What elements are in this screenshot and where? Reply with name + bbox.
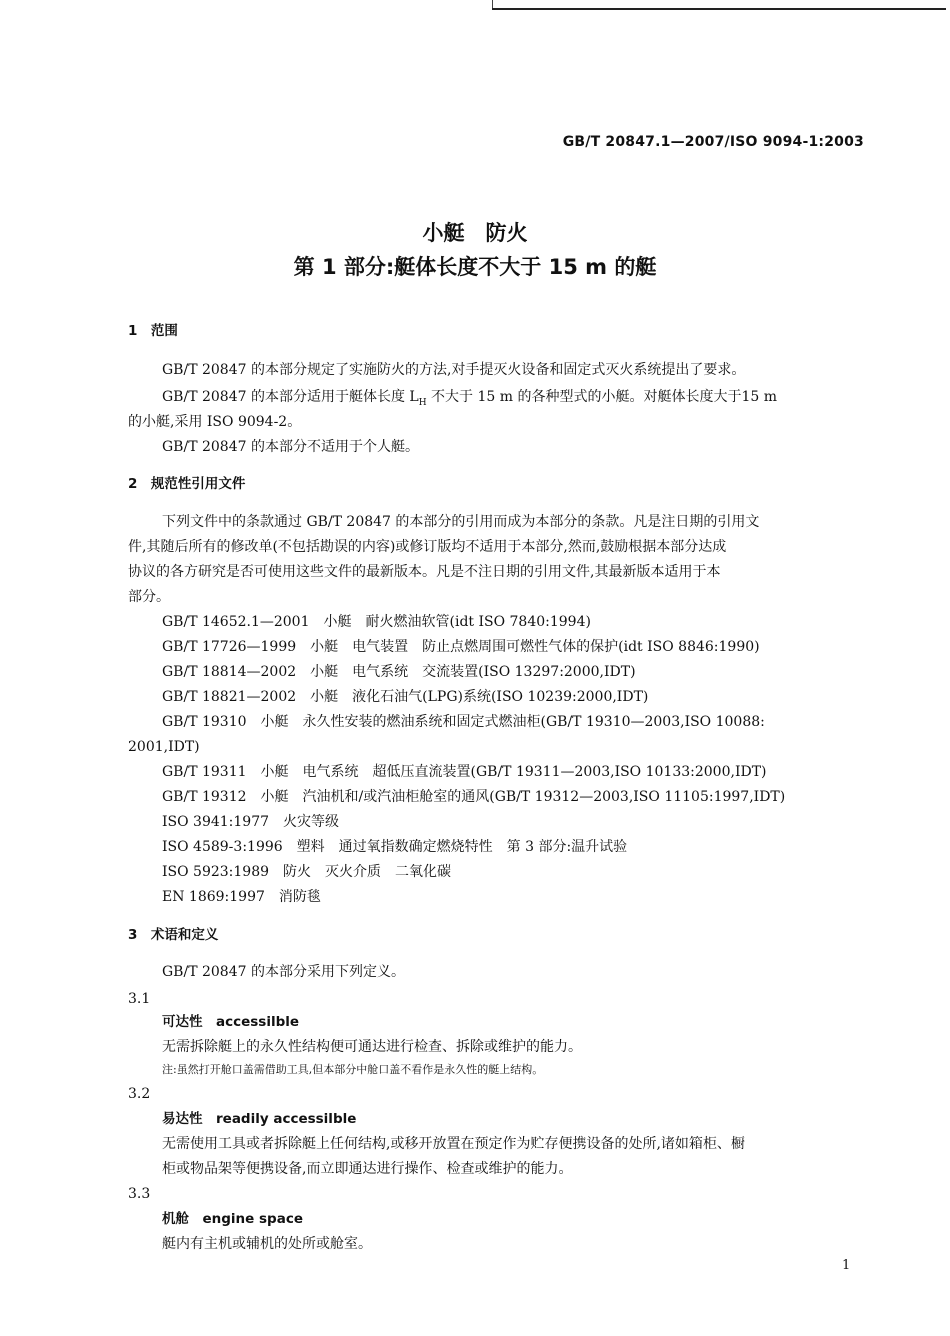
s1-para-1: GB/T 20847 的本部分规定了实施防火的方法,对手提灭火设备和固定式灭火系统提出了要求。 (162, 362, 746, 378)
term-3-2-number: 3.2 (128, 1086, 151, 1102)
ref-item: GB/T 18814—2002 小艇 电气系统 交流装置(ISO 13297:2000,IDT) (162, 664, 636, 680)
term-3-2-definition-cont: 柜或物品架等便携设备,而立即通达进行操作、检查或维护的能力。 (162, 1161, 573, 1177)
s1-para-2-sub: H (418, 397, 427, 408)
ref-item: ISO 3941:1977 火灾等级 (162, 814, 340, 830)
ref-item: GB/T 18821—2002 小艇 液化石油气(LPG)系统(ISO 10239:2000,IDT) (162, 689, 649, 705)
s1-para-2b: 不大于 15 m 的各种型式的小艇。对艇体长度大于15 m (426, 389, 778, 405)
ref-item: GB/T 19310 小艇 永久性安装的燃油系统和固定式燃油柜(GB/T 19310—2003,ISO 10088: (162, 714, 765, 730)
title-line-2: 第 1 部分:艇体长度不大于 15 m 的艇 (293, 255, 657, 279)
ref-item: GB/T 19312 小艇 汽油机和/或汽油柜舱室的通风(GB/T 19312—2003,ISO 11105:1997,IDT) (162, 789, 786, 805)
term-3-1-definition: 无需拆除艇上的永久性结构便可通达进行检查、拆除或维护的能力。 (162, 1039, 582, 1055)
s2-intro-4: 部分。 (128, 589, 170, 605)
top-rule (492, 8, 946, 10)
term-3-1-note: 注:虽然打开舱口盖需借助工具,但本部分中舱口盖不看作是永久性的艇上结构。 (162, 1063, 544, 1076)
s1-para-2 (162, 388, 777, 412)
section-2-heading: 2 规范性引用文件 (128, 476, 246, 492)
ref-item: GB/T 17726—1999 小艇 电气装置 防止点燃周围可燃性气体的保护(idt ISO 8846:1990) (162, 639, 760, 655)
ref-item: GB/T 14652.1—2001 小艇 耐火燃油软管(idt ISO 7840:1994) (162, 614, 591, 630)
ref-item: GB/T 19311 小艇 电气系统 超低压直流装置(GB/T 19311—2003,ISO 10133:2000,IDT) (162, 764, 767, 780)
title-line-1: 小艇 防火 (422, 221, 528, 245)
term-3-2-label: 易达性 readily accessilble (162, 1111, 357, 1127)
term-3-3-number: 3.3 (128, 1186, 151, 1202)
term-3-1-label: 可达性 accessilble (162, 1014, 300, 1030)
section-3-heading: 3 术语和定义 (128, 927, 219, 943)
ref-item: ISO 5923:1989 防火 灭火介质 二氧化碳 (162, 864, 452, 880)
term-3-1-number: 3.1 (128, 991, 151, 1007)
s2-intro-2: 件,其随后所有的修改单(不包括勘误的内容)或修订版均不适用于本部分,然而,鼓励根据本部分达成 (128, 539, 727, 555)
s1-para-2a: GB/T 20847 的本部分适用于艇体长度 L (162, 389, 419, 405)
ref-item: ISO 4589-3:1996 塑料 通过氧指数确定燃烧特性 第 3 部分:温升试验 (162, 839, 628, 855)
ref-item-cont: 2001,IDT) (128, 739, 200, 755)
ref-item: EN 1869:1997 消防毯 (162, 889, 321, 905)
section-1-heading: 1 范围 (128, 323, 178, 339)
term-3-3-definition: 艇内有主机或辅机的处所或舱室。 (162, 1236, 372, 1252)
page-number: 1 (842, 1258, 851, 1273)
s2-intro-1: 下列文件中的条款通过 GB/T 20847 的本部分的引用而成为本部分的条款。凡是注日期的引用文 (162, 514, 760, 530)
s2-intro-3: 协议的各方研究是否可使用这些文件的最新版本。凡是不注日期的引用文件,其最新版本适用于本 (128, 564, 721, 580)
s1-para-2-cont: 的小艇,采用 ISO 9094-2。 (128, 414, 302, 430)
term-3-2-definition: 无需使用工具或者拆除艇上任何结构,或移开放置在预定作为贮存便携设备的处所,诸如箱柜、橱 (162, 1136, 745, 1152)
term-3-3-label: 机舱 engine space (162, 1211, 303, 1227)
s1-para-3: GB/T 20847 的本部分不适用于个人艇。 (162, 439, 419, 455)
standard-code: GB/T 20847.1—2007/ISO 9094-1:2003 (562, 134, 864, 150)
s3-intro: GB/T 20847 的本部分采用下列定义。 (162, 964, 405, 980)
